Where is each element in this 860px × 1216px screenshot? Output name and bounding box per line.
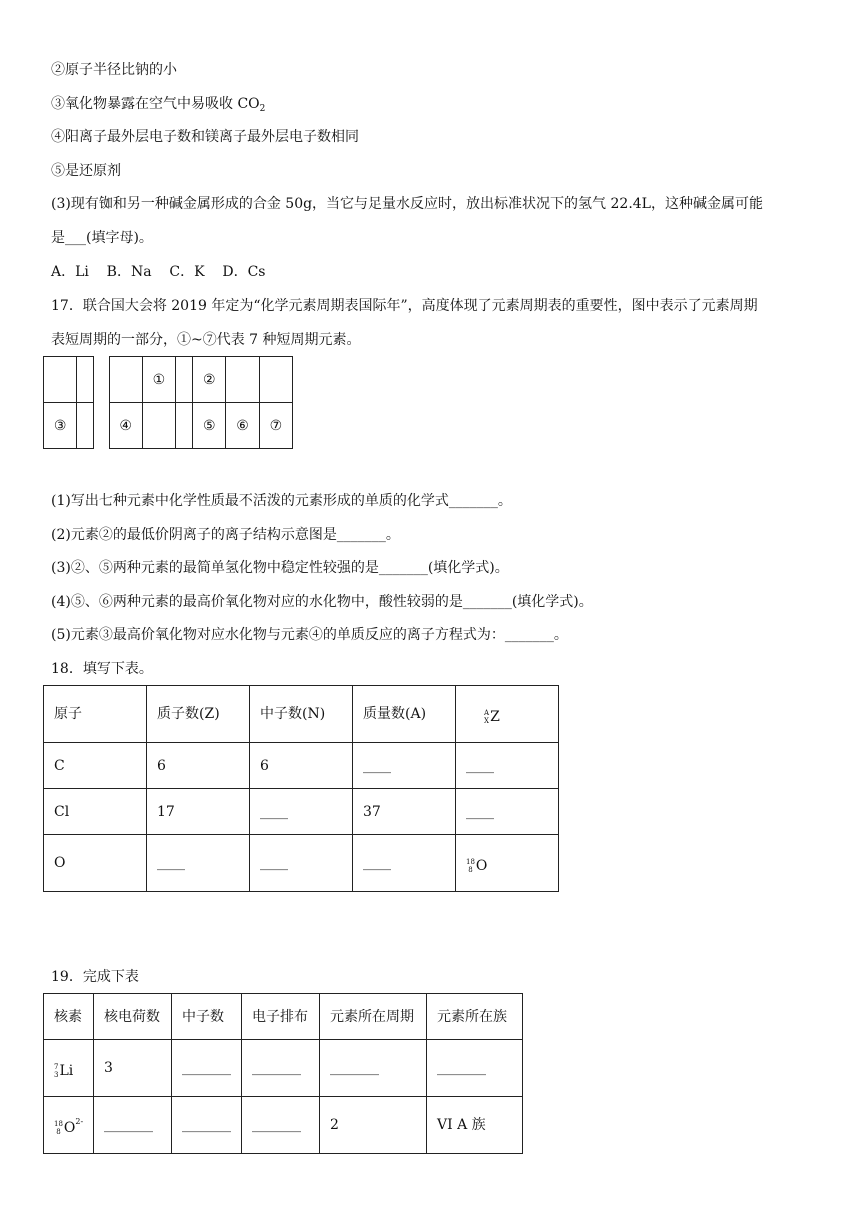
header-nuclide-notation — [456, 686, 559, 743]
header-electron-config: 电子排布 — [242, 994, 320, 1040]
pt-cell — [142, 403, 175, 449]
mass-number: 18 — [466, 857, 475, 866]
pt-cell-element-6: ⑥ — [226, 403, 259, 449]
table-row — [44, 789, 559, 835]
mass-number: 7 — [54, 1062, 59, 1071]
blank-cell: ____ — [353, 835, 456, 892]
ion-charge: 2- — [75, 1116, 84, 1126]
element-symbol: O — [475, 857, 488, 874]
header-neutrons: 中子数 — [172, 994, 242, 1040]
atomic-number: 8 — [56, 1127, 61, 1136]
pt-cell — [77, 403, 94, 449]
blank-cell: _______ — [172, 1040, 242, 1097]
blank-cell: ____ — [456, 789, 559, 835]
cell: 6 — [147, 743, 250, 789]
header-mass: 质量数(A) — [353, 686, 456, 743]
cell: O — [44, 835, 147, 892]
blank-cell: _______ — [320, 1040, 427, 1097]
nuclide-o — [44, 1097, 94, 1154]
sub-question-3: (3)②、⑤两种元素的最简单氢化物中稳定性较强的是_______(填化学式)。 — [51, 560, 509, 576]
sub-question-4: (4)⑤、⑥两种元素的最高价氧化物对应的水化物中，酸性较弱的是_______(填化学式)。 — [51, 594, 593, 610]
header-nuclear-charge: 核电荷数 — [94, 994, 172, 1040]
question-17-line2: 表短周期的一部分，①~⑦代表 7 种短周期元素。 — [51, 332, 361, 348]
table-19 — [43, 993, 523, 1154]
pt-cell — [226, 357, 259, 403]
pt-cell — [77, 357, 94, 403]
blank-cell: _______ — [242, 1097, 320, 1154]
blank-cell: ____ — [456, 743, 559, 789]
nuclide-li — [44, 1040, 94, 1097]
table-row — [44, 1097, 523, 1154]
pt-cell-element-3: ③ — [44, 403, 77, 449]
question-3-line1: (3)现有铷和另一种碱金属形成的合金 50g，当它与足量水反应时，放出标准状况下的氢气 22.4L，这种碱金属可能 — [51, 196, 763, 212]
table-18-header — [44, 686, 559, 743]
blank-cell: ____ — [250, 789, 353, 835]
question-17-line1: 17．联合国大会将 2019 年定为“化学元素周期表国际年”，高度体现了元素周期表的重要性，图中表示了元素周期 — [51, 298, 758, 314]
pt-cell — [259, 357, 292, 403]
header-proton: 质子数(Z) — [147, 686, 250, 743]
mass-number: 18 — [54, 1119, 63, 1128]
blank-cell: ____ — [353, 743, 456, 789]
cell: VI A 族 — [427, 1097, 523, 1154]
blank-cell: _______ — [242, 1040, 320, 1097]
nuclide-cell — [456, 835, 559, 892]
table-row — [44, 1040, 523, 1097]
cell: 3 — [94, 1040, 172, 1097]
header-nuclide: 核素 — [44, 994, 94, 1040]
line-option-2: ②原子半径比钠的小 — [51, 62, 177, 78]
table-19-header — [44, 994, 523, 1040]
periodic-table-fragment — [43, 356, 293, 449]
pt-cell — [109, 357, 142, 403]
pt-cell-element-1: ① — [142, 357, 175, 403]
pt-gap — [94, 357, 109, 449]
header-group: 元素所在族 — [427, 994, 523, 1040]
pt-cell — [44, 357, 77, 403]
header-atom: 原子 — [44, 686, 147, 743]
cell: C — [44, 743, 147, 789]
atomic-number: 8 — [468, 865, 473, 874]
cell: 37 — [353, 789, 456, 835]
periodic-row-2 — [44, 357, 293, 403]
iso-symbol: Z — [490, 708, 500, 725]
question-19-title: 19．完成下表 — [51, 969, 139, 985]
element-symbol: Li — [59, 1062, 74, 1079]
pt-cell-element-5: ⑤ — [193, 403, 226, 449]
line-option-3-text: ③氧化物暴露在空气中易吸收 CO — [51, 96, 260, 112]
line-option-4: ④阳离子最外层电子数和镁离子最外层电子数相同 — [51, 129, 359, 145]
element-symbol: O — [63, 1119, 76, 1136]
line-option-5: ⑤是还原剂 — [51, 163, 121, 179]
table-row — [44, 743, 559, 789]
blank-cell: _______ — [172, 1097, 242, 1154]
blank-cell: _______ — [94, 1097, 172, 1154]
periodic-row-3 — [44, 403, 293, 449]
blank-cell: ____ — [250, 835, 353, 892]
table-row — [44, 835, 559, 892]
header-neutron: 中子数(N) — [250, 686, 353, 743]
question-3-line2: 是___(填字母)。 — [51, 230, 153, 246]
pt-cell — [176, 357, 193, 403]
pt-cell-element-7: ⑦ — [259, 403, 292, 449]
sub-question-5: (5)元素③最高价氧化物对应水化物与元素④的单质反应的离子方程式为：_______。 — [51, 627, 568, 643]
sub-question-1: (1)写出七种元素中化学性质最不活泼的元素形成的单质的化学式_______。 — [51, 493, 512, 509]
pt-cell-element-4: ④ — [109, 403, 142, 449]
header-period: 元素所在周期 — [320, 994, 427, 1040]
blank-cell: ____ — [147, 835, 250, 892]
cell: 17 — [147, 789, 250, 835]
question-18-title: 18．填写下表。 — [51, 661, 153, 677]
atomic-number: 3 — [54, 1070, 59, 1079]
pt-cell — [176, 403, 193, 449]
line-option-3 — [51, 96, 266, 114]
question-3-choices: A．Li B．Na C．K D．Cs — [51, 264, 266, 280]
table-18 — [43, 685, 559, 892]
cell: Cl — [44, 789, 147, 835]
cell: 6 — [250, 743, 353, 789]
blank-cell: _______ — [427, 1040, 523, 1097]
sub-question-2: (2)元素②的最低价阴离子的离子结构示意图是_______。 — [51, 527, 400, 543]
iso-mass-symbol: A — [484, 708, 490, 717]
iso-element-symbol: X — [484, 716, 490, 725]
cell: 2 — [320, 1097, 427, 1154]
pt-cell-element-2: ② — [193, 357, 226, 403]
co2-subscript: 2 — [259, 104, 266, 114]
